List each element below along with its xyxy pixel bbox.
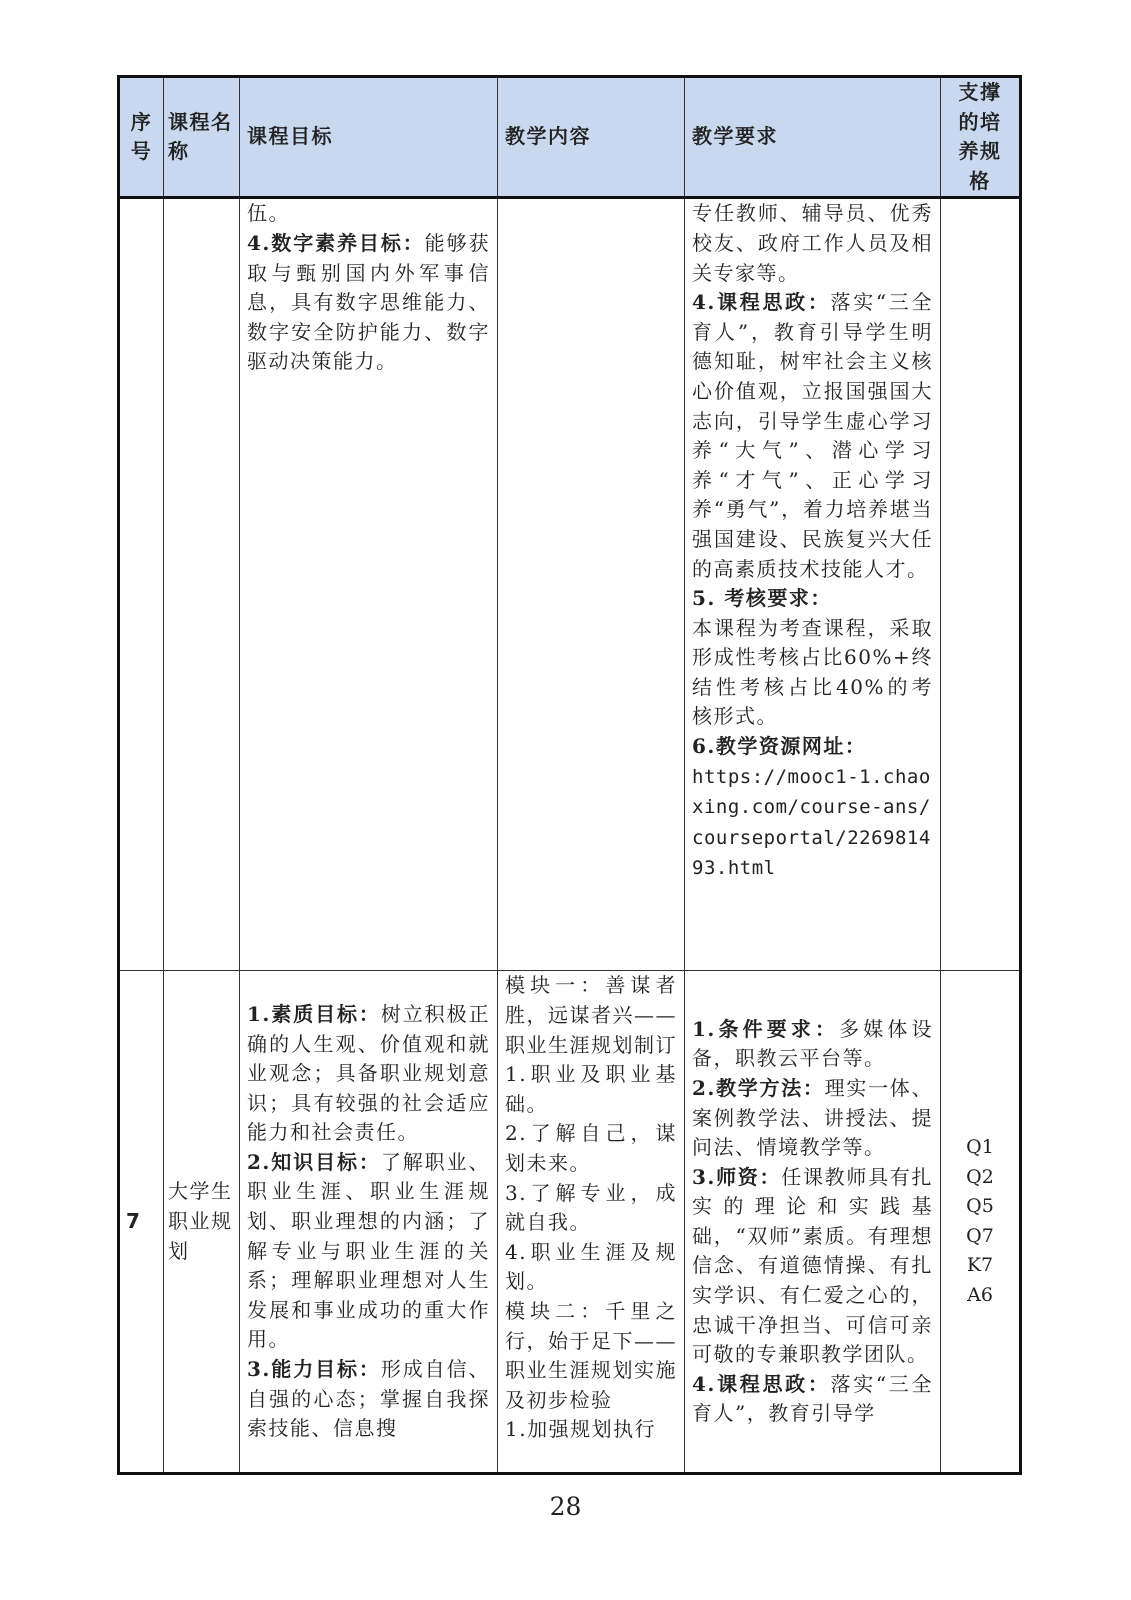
content7-line: 2.了解自己，谋划未来。 <box>505 1121 677 1175</box>
req7-method-label: 2.教学方法： <box>692 1075 825 1100</box>
spec-item: Q5 <box>966 1195 994 1218</box>
req7-cond-text: 多媒体设备，职教云平台等。 <box>692 1016 933 1071</box>
goal7-knowledge-label: 2.知识目标： <box>247 1149 381 1174</box>
cell-teaching-content-empty <box>498 198 685 971</box>
goal7-ability-label: 3.能力目标： <box>247 1357 381 1382</box>
spec-item: Q1 <box>966 1136 994 1159</box>
req-cont-text: 专任教师、辅导员、优秀校友、政府工作人员及相关专家等。 <box>692 201 933 285</box>
goal-digital-label: 4.数字素养目标： <box>247 230 425 255</box>
header-supported-specs: 支撑的培养规格 <box>941 77 1021 198</box>
cell-teaching-requirements-7 <box>685 971 941 1474</box>
req7-ideo-label: 4.课程思政： <box>692 1371 831 1396</box>
cell-specs-7 <box>941 971 1021 1474</box>
goal-intro: 伍。 <box>247 201 290 226</box>
header-course-name: 课程名称 <box>164 77 240 198</box>
spec-item: A6 <box>967 1284 993 1307</box>
header-teaching-content: 教学内容 <box>498 77 685 198</box>
spec-item: Q7 <box>966 1224 994 1247</box>
req-assess-text: 本课程为考查课程，采取形成性考核占比60%+终结性考核占比40%的考核形式。 <box>692 615 933 729</box>
goal7-knowledge-text: 了解职业、职业生涯、职业生涯规划、职业理想的内涵；了解专业与职业生涯的关系；理解职业理想对人生发展和事业成功的重大作用。 <box>247 1149 491 1352</box>
req7-method-text: 理实一体、案例教学法、讲授法、提问法、情境教学等。 <box>692 1075 933 1160</box>
cell-course-goal-7 <box>240 971 498 1474</box>
req7-teacher-text: 任课教师具有扎实的理论和实践基础，“双师”素质。有理想信念、有道德情操、有扎实学识、有仁爱之心的，忠诚干净担当、可信可亲可敬的专兼职教学团队。 <box>692 1164 933 1367</box>
spec-item: Q2 <box>966 1165 994 1188</box>
req7-ideo-text: 落实“三全育人”，教育引导学 <box>692 1371 933 1426</box>
req-ideo-label: 4.课程思政： <box>692 290 831 315</box>
req-ideo-text: 落实“三全育人”，教育引导学生明德知耻，树牢社会主义核心价值观，立报国强国大志向，引导学生虚心学习养“大气”、潜心学习养“才气”、正心学习养“勇气”，着力培养堪当强国建设、民族复兴大任的高素质技术技能人才。 <box>692 290 933 581</box>
req-assess-label: 5. 考核要求： <box>692 586 832 611</box>
content7-line: 1.加强规划执行 <box>505 1417 657 1442</box>
req7-cond-label: 1.条件要求： <box>692 1016 840 1041</box>
cell-course-goal <box>240 198 498 971</box>
table-row-7 <box>119 971 1021 1474</box>
req7-teacher-label: 3.师资： <box>692 1164 782 1189</box>
goal7-quality-label: 1.素质目标： <box>247 1001 381 1026</box>
cell-teaching-content-7 <box>498 971 685 1474</box>
goal7-ability-text: 形成自信、自强的心态；掌握自我探索技能、信息搜 <box>247 1357 491 1441</box>
goal7-quality-text: 树立积极正确的人生观、价值观和就业观念；具备职业规划意识；具有较强的社会适应能力和社会责任。 <box>247 1001 491 1145</box>
goal-digital-text: 能够获取与甄别国内外军事信息，具有数字思维能力、数字安全防护能力、数字驱动决策能力。 <box>247 230 490 374</box>
header-teaching-requirements: 教学要求 <box>685 77 941 198</box>
cell-seq-7: 7 <box>119 971 164 1474</box>
cell-seq-empty <box>119 198 164 971</box>
req-resource-label: 6.教学资源网址： <box>692 734 867 759</box>
content7-line: 模块一：善谋者胜，远谋者兴——职业生涯规划制订 <box>505 973 677 1057</box>
header-course-goal: 课程目标 <box>240 77 498 198</box>
table-row-continued <box>119 198 1021 971</box>
cell-course-name-7: 大学生职业规划 <box>164 971 240 1474</box>
spec-item: K7 <box>966 1254 994 1277</box>
content7-line: 4.职业生涯及规划。 <box>505 1239 677 1294</box>
table-header <box>119 77 1021 198</box>
req-resource-url[interactable]: https://mooc1-1.chaoxing.com/course-ans/courseportal/226981493.html <box>692 765 931 880</box>
content7-line: 1.职业及职业基础。 <box>505 1062 677 1116</box>
content7-line: 3.了解专业，成就自我。 <box>505 1180 677 1235</box>
cell-specs-empty <box>941 198 1021 971</box>
page-number: 28 <box>549 1492 582 1521</box>
curriculum-table <box>117 75 1022 1475</box>
content7-line: 模块二：千里之行，始于足下——职业生涯规划实施及初步检验 <box>505 1298 677 1412</box>
cell-course-empty <box>164 198 240 971</box>
cell-teaching-requirements <box>685 198 941 971</box>
header-seq: 序号 <box>119 77 164 198</box>
